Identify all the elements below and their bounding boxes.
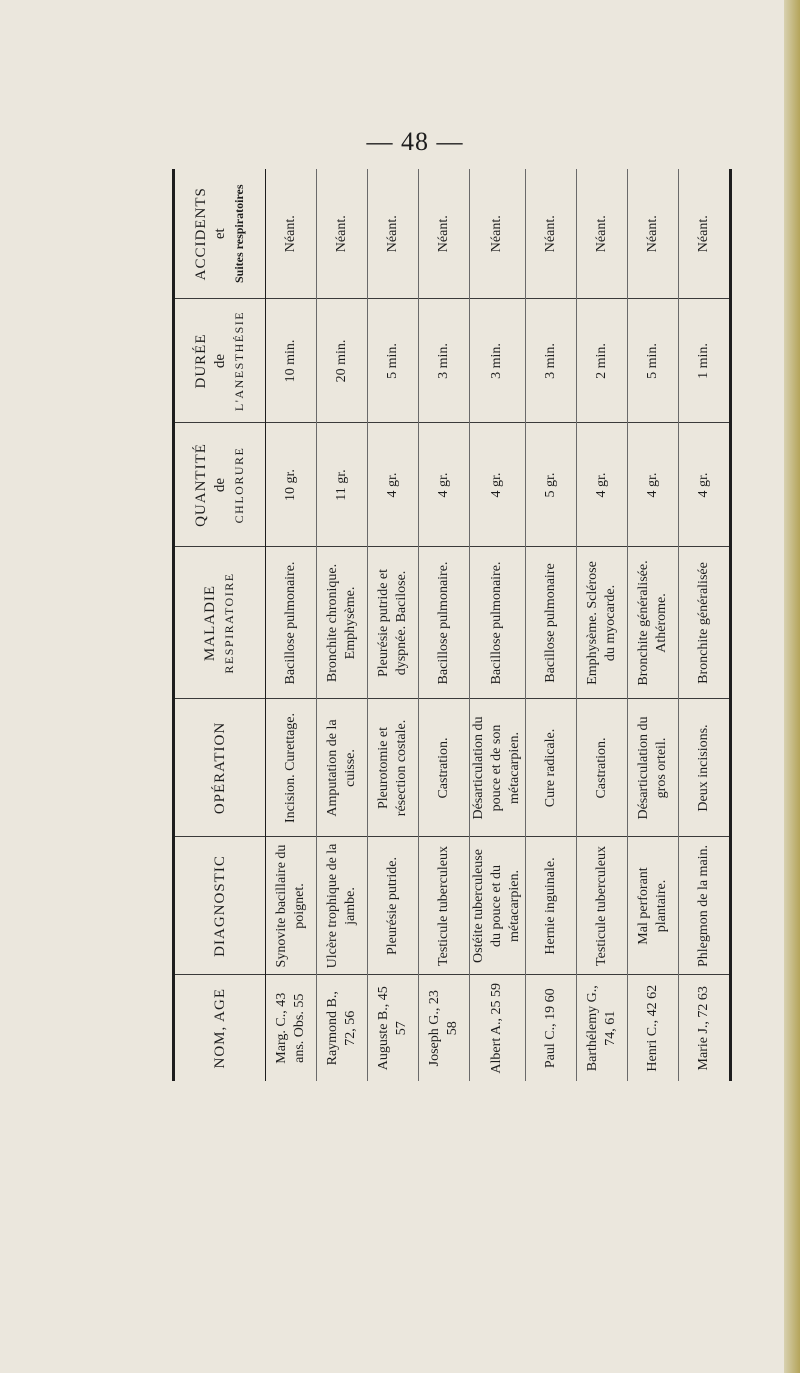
cell-quantite: 5 gr. bbox=[525, 423, 576, 547]
header-diagnostic-title: DIAGNOSTIC bbox=[211, 855, 228, 957]
table-row bbox=[419, 169, 470, 1081]
cell-operation: Castration. bbox=[419, 699, 470, 837]
cell-duree: 2 min. bbox=[576, 299, 627, 423]
cell-duree: 20 min. bbox=[317, 299, 368, 423]
cell-accidents: Néant. bbox=[266, 169, 317, 299]
cell-operation: Désarticulation du gros orteil. bbox=[627, 699, 678, 837]
cell-operation: Amputation de la cuisse. bbox=[317, 699, 368, 837]
cell-name: Henri C., 42 62 bbox=[627, 975, 678, 1081]
cell-name: Raymond B., 72, 56 bbox=[317, 975, 368, 1081]
cell-accidents: Néant. bbox=[678, 169, 730, 299]
header-quantite bbox=[174, 423, 266, 547]
header-diagnostic bbox=[174, 837, 266, 975]
cell-maladie: Bacillose pulmonaire. bbox=[266, 547, 317, 699]
cell-diagnostic: Mal perforant plantaire. bbox=[627, 837, 678, 975]
cell-diagnostic: Ostéite tuberculeuse du pouce et du métacarpien. bbox=[470, 837, 525, 975]
cell-diagnostic: Phlegmon de la main. bbox=[678, 837, 730, 975]
cell-operation: Désarticulation du pouce et de son métacarpien. bbox=[470, 699, 525, 837]
cell-operation: Castration. bbox=[576, 699, 627, 837]
cell-maladie: Emphysème. Sclérose du myocarde. bbox=[576, 547, 627, 699]
header-duree bbox=[174, 299, 266, 423]
cell-accidents: Néant. bbox=[627, 169, 678, 299]
cell-diagnostic: Testicule tuberculeux bbox=[576, 837, 627, 975]
header-quantite-sub: CHLORURE bbox=[231, 446, 246, 524]
cell-duree: 3 min. bbox=[525, 299, 576, 423]
table-row bbox=[627, 169, 678, 1081]
cell-quantite: 4 gr. bbox=[576, 423, 627, 547]
cell-maladie: Pleurésie putride et dyspnée. Bacilose. bbox=[368, 547, 419, 699]
cell-maladie: Bacillose pulmonaire. bbox=[470, 547, 525, 699]
table-row bbox=[317, 169, 368, 1081]
cell-operation: Incision. Curettage. bbox=[266, 699, 317, 837]
cell-operation: Deux incisions. bbox=[678, 699, 730, 837]
header-maladie bbox=[174, 547, 266, 699]
cell-operation: Pleurotomie et résection costale. bbox=[368, 699, 419, 837]
cell-name: Barthélemy G., 74, 61 bbox=[576, 975, 627, 1081]
cell-accidents: Néant. bbox=[419, 169, 470, 299]
table-row bbox=[525, 169, 576, 1081]
header-row bbox=[174, 169, 266, 1081]
cell-diagnostic: Testicule tuberculeux bbox=[419, 837, 470, 975]
cell-quantite: 4 gr. bbox=[368, 423, 419, 547]
cell-name: Joseph G., 23 58 bbox=[419, 975, 470, 1081]
cell-maladie: Bacillose pulmonaire. bbox=[419, 547, 470, 699]
table-row bbox=[678, 169, 730, 1081]
table-row bbox=[576, 169, 627, 1081]
header-operation-title: OPÉRATION bbox=[211, 721, 228, 815]
cell-duree: 1 min. bbox=[678, 299, 730, 423]
cell-quantite: 10 gr. bbox=[266, 423, 317, 547]
table-row bbox=[368, 169, 419, 1081]
cell-accidents: Néant. bbox=[470, 169, 525, 299]
cell-name: Marie J., 72 63 bbox=[678, 975, 730, 1081]
header-quantite-title: QUANTITÉ bbox=[192, 443, 209, 527]
header-name bbox=[174, 975, 266, 1081]
cell-diagnostic: Ulcère trophique de la jambe. bbox=[317, 837, 368, 975]
cell-maladie: Bronchite chronique. Emphysème. bbox=[317, 547, 368, 699]
header-duree-sub: L'ANESTHÉSIE bbox=[231, 310, 246, 412]
cell-diagnostic: Pleurésie putride. bbox=[368, 837, 419, 975]
cell-name: Auguste B., 45 57 bbox=[368, 975, 419, 1081]
header-name-title: NOM, AGE bbox=[211, 988, 228, 1069]
cell-quantite: 11 gr. bbox=[317, 423, 368, 547]
cell-accidents: Néant. bbox=[368, 169, 419, 299]
cell-duree: 3 min. bbox=[419, 299, 470, 423]
cell-maladie: Bronchite généralisée. Athérome. bbox=[627, 547, 678, 699]
cell-maladie: Bacillose pulmonaire bbox=[525, 547, 576, 699]
cell-diagnostic: Hernie inguinale. bbox=[525, 837, 576, 975]
cell-duree: 10 min. bbox=[266, 299, 317, 423]
header-maladie-title: MALADIE bbox=[202, 584, 218, 662]
cell-quantite: 4 gr. bbox=[470, 423, 525, 547]
header-accidents-sub: Suites respiratoires bbox=[231, 184, 246, 284]
cell-name: Paul C., 19 60 bbox=[525, 975, 576, 1081]
anesthesia-table bbox=[172, 169, 732, 1081]
header-accidents-title: ACCIDENTS bbox=[192, 187, 209, 281]
cell-accidents: Néant. bbox=[576, 169, 627, 299]
header-accidents bbox=[174, 169, 266, 299]
header-accidents-mid: et bbox=[211, 228, 228, 240]
header-quantite-mid: de bbox=[211, 477, 228, 493]
cell-duree: 5 min. bbox=[627, 299, 678, 423]
header-operation bbox=[174, 699, 266, 837]
cell-duree: 5 min. bbox=[368, 299, 419, 423]
rotated-table-wrapper bbox=[172, 169, 732, 1081]
page-edge-shadow bbox=[784, 0, 800, 1373]
cell-quantite: 4 gr. bbox=[627, 423, 678, 547]
header-maladie-sub: RESPIRATOIRE bbox=[222, 572, 236, 674]
cell-maladie: Bronchite généralisée bbox=[678, 547, 730, 699]
page-number: — 48 — bbox=[366, 127, 464, 156]
table-row bbox=[470, 169, 525, 1081]
header-duree-title: DURÉE bbox=[192, 333, 209, 389]
cell-quantite: 4 gr. bbox=[678, 423, 730, 547]
cell-duree: 3 min. bbox=[470, 299, 525, 423]
cell-operation: Cure radicale. bbox=[525, 699, 576, 837]
cell-name: Albert A., 25 59 bbox=[470, 975, 525, 1081]
header-duree-mid: de bbox=[211, 353, 228, 369]
cell-name: Marg. C., 43 ans. Obs. 55 bbox=[266, 975, 317, 1081]
cell-accidents: Néant. bbox=[317, 169, 368, 299]
cell-accidents: Néant. bbox=[525, 169, 576, 299]
table-row bbox=[266, 169, 317, 1081]
cell-diagnostic: Synovite bacillaire du poignet. bbox=[266, 837, 317, 975]
cell-quantite: 4 gr. bbox=[419, 423, 470, 547]
